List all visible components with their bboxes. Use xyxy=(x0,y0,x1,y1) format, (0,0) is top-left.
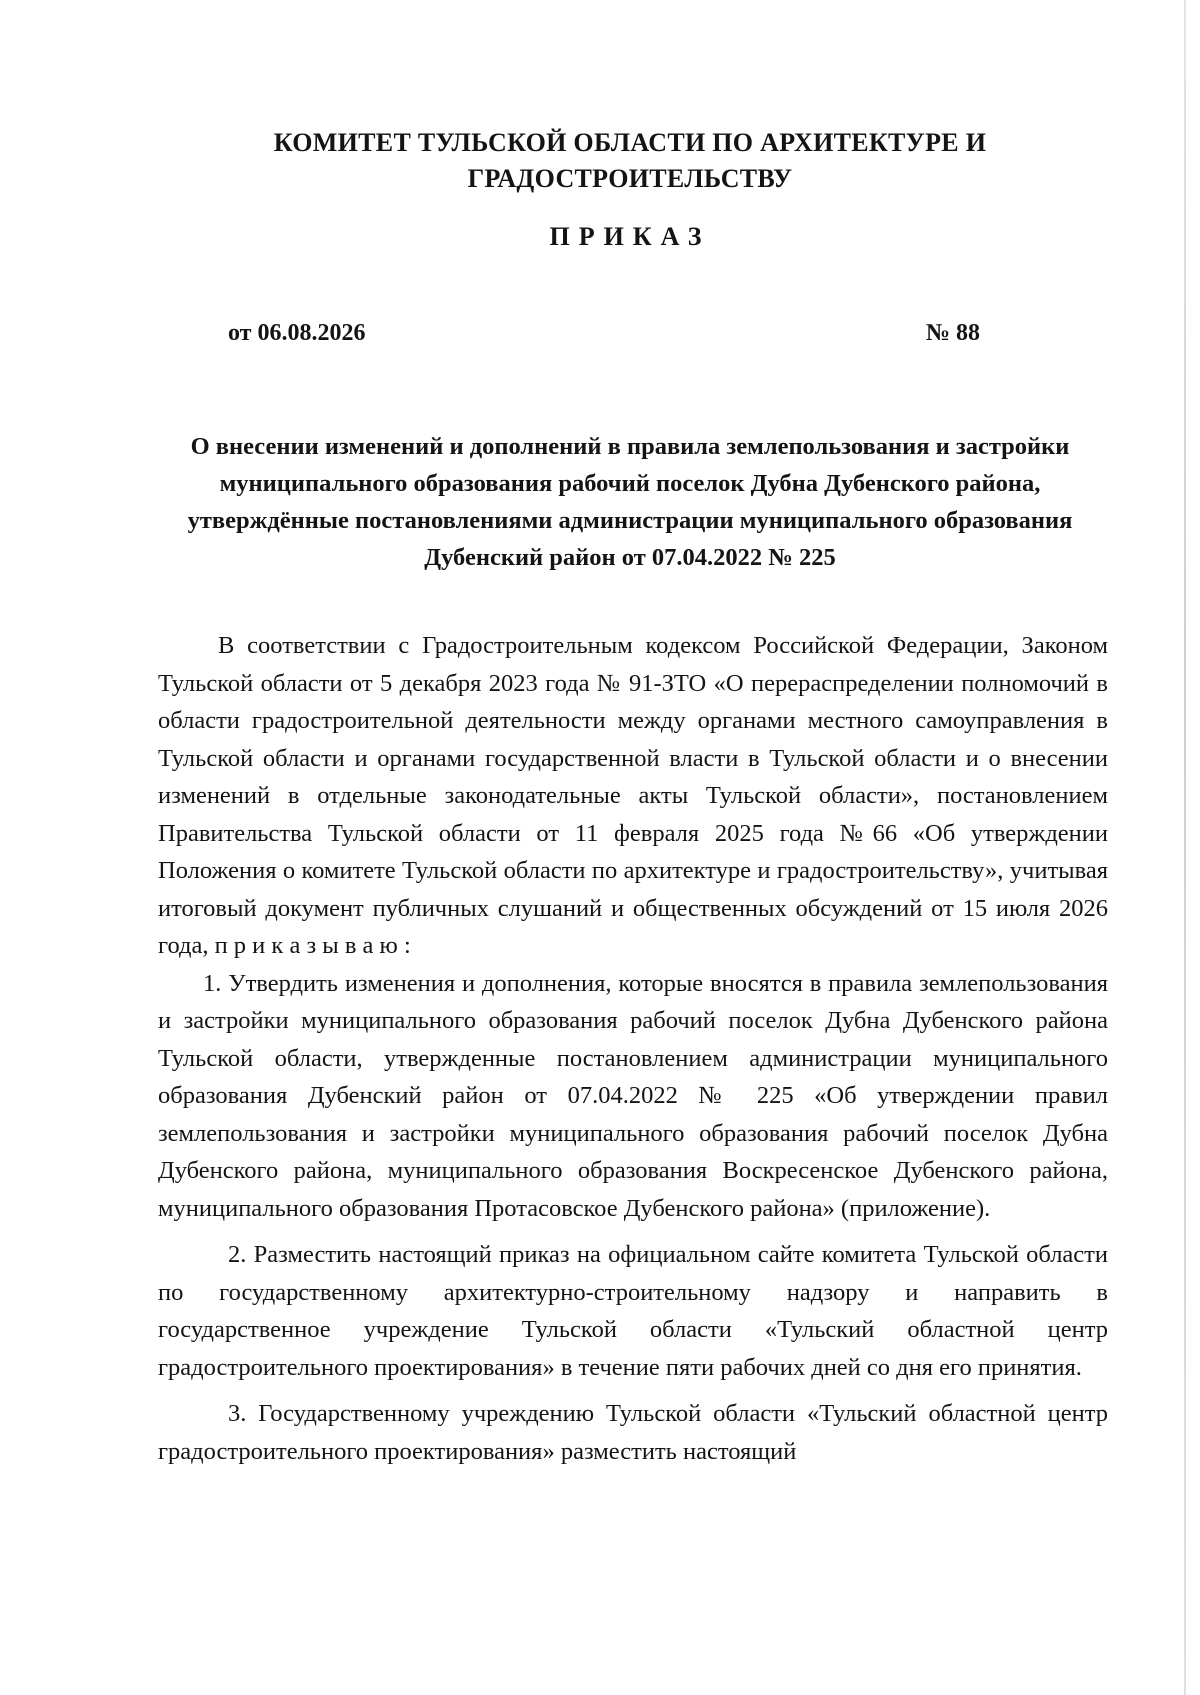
organization-name: КОМИТЕТ ТУЛЬСКОЙ ОБЛАСТИ ПО АРХИТЕКТУРЕ И ГРАДОСТРОИТЕЛЬСТВУ xyxy=(273,128,987,193)
document-date: от 06.08.2026 xyxy=(228,320,366,346)
document-body xyxy=(158,627,1108,1470)
item-3-paragraph: 3. Государственному учреждению Тульской области «Тульский областной центр градостроительного проектирования» разместить настоящий xyxy=(158,1400,1108,1465)
document-title: О внесении изменений и дополнений в правила землепользования и застройки муниципального образования рабочий поселок Дубна Дубенского района, утверждённые постановлениями администрации муниципального образования Дубенский район от 07.04.2022 № 225 xyxy=(187,433,1073,571)
item-1-paragraph: 1. Утвердить изменения и дополнения, которые вносятся в правила землепользования и застройки муниципального образования рабочий поселок Дубна Дубенского района Тульской области, утвержденные постановлением администрации муниципального образования Дубенский район от 07.04.2022 № 225 «Об утверждении правил землепользования и застройки муниципального образования рабочий поселок Дубна Дубенского района, муниципального образования Воскресенское Дубенского района, муниципального образования Протасовское Дубенского района» (приложение). xyxy=(158,969,1108,1222)
item-2-paragraph: 2. Разместить настоящий приказ на официальном сайте комитета Тульской области по государственному архитектурно-строительному надзору и направить в государственное учреждение Тульской области «Тульский областной центр градостроительного проектирования» в течение пяти рабочих дней со дня его принятия. xyxy=(158,1241,1108,1381)
document-number: № 88 xyxy=(925,320,980,346)
document-type: ПРИКАЗ xyxy=(549,222,711,251)
scan-edge-line xyxy=(1184,0,1186,1695)
preamble-paragraph: В соответствии с Градостроительным кодексом Российской Федерации, Законом Тульской области от 5 декабря 2023 года № 91-ЗТО «О перераспределении полномочий в области градостроительной деятельности между органами местного самоуправления в Тульской области и органами государственной власти в Тульской области и о внесении изменений в отдельные законодательные акты Тульской области», постановлением Правительства Тульской области от 11 февраля 2025 года №66 «Об утверждении Положения о комитете Тульской области по архитектуре и градостроительству», учитывая итоговый документ публичных слушаний и общественных обсуждений от 15 июля 2026 года, п р и к а з ы в а ю : xyxy=(158,632,1108,959)
